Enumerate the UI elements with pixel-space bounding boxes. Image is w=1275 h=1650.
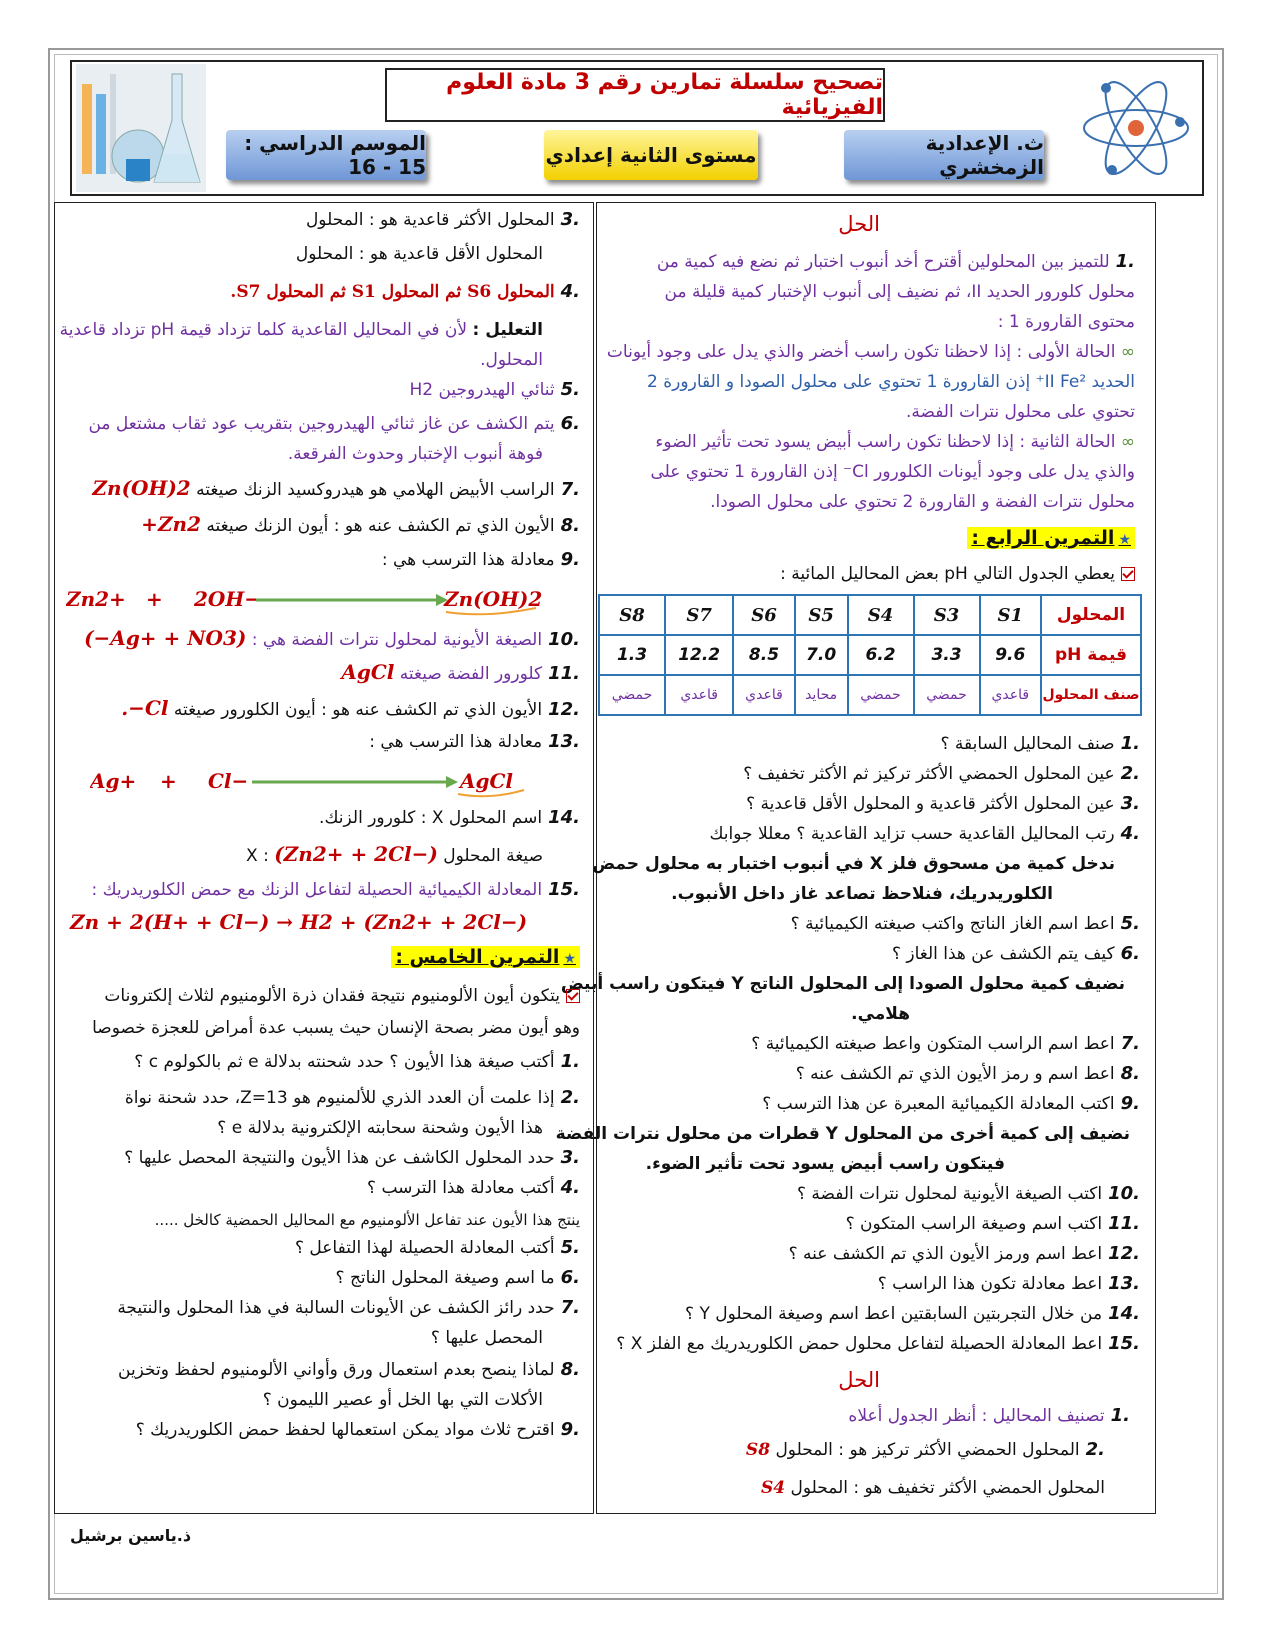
table-cell: 9.6 xyxy=(980,635,1041,675)
ex5-question-4: .4أكتب معادلة هذا الترسب ؟ xyxy=(367,1177,580,1198)
level-badge: مستوى الثانية إعدادي xyxy=(544,130,758,180)
context-3-line-2: فيتكون راسب أبيض يسود تحت تأثير الضوء. xyxy=(645,1154,1005,1174)
case-2-line-1: ∞ الحالة الثانية : إذا لاحظنا تكون راسب أبيض يسود تحت تأثير الضوء xyxy=(655,432,1135,452)
context-1-line-2: الكلوريدريك، فنلاحظ تصاعد غاز داخل الأنبوب. xyxy=(671,884,1053,904)
header xyxy=(70,60,1204,196)
question-12: .12اعط اسم ورمز الأيون الذي تم الكشف عنه ؟ xyxy=(788,1243,1140,1264)
table-cell: 8.5 xyxy=(733,635,794,675)
answer-13: .13معادلة هذا الترسب هي : xyxy=(369,731,580,752)
case-2-line-2: والذي يدل على وجود أيونات الكلورور Cl⁻ إذن القارورة 1 تحتوي على xyxy=(650,462,1135,482)
table-cell: قاعدي xyxy=(980,675,1041,715)
answer-1-line-2: محلول كلورور الحديد II، ثم نضيف إلى أنبوب الإختبار كمية قليلة من xyxy=(664,282,1135,302)
atom-icon xyxy=(1076,66,1196,190)
ph-table xyxy=(598,594,1142,716)
table-row-head: صنف المحلول xyxy=(1041,675,1141,715)
ex5-question-1: .1أكتب صيغة هذا الأيون ؟ حدد شحنته بدلالة e ثم بالكولوم c ؟ xyxy=(134,1051,580,1072)
answer-11: .11كلورور الفضة صيغته AgCl xyxy=(341,660,580,684)
answer-15: .15المعادلة الكيميائية الحصيلة لتفاعل الزنك مع حمض الكلوريدريك : xyxy=(91,879,580,900)
question-5: .5اعط اسم الغاز الناتج واكتب صيغته الكيميائية ؟ xyxy=(790,913,1140,934)
answer-1-line-3: محتوى القارورة 1 : xyxy=(997,312,1135,332)
checkbox-icon xyxy=(1121,567,1135,581)
equation-1-product: Zn(OH)2 xyxy=(444,587,543,611)
school-badge: ث. الإعدادية الزمخشري xyxy=(844,130,1044,180)
solution-answer-1: .1تصنيف المحاليل : أنظر الجدول أعلاه xyxy=(848,1405,1130,1426)
equation-2 xyxy=(90,762,550,802)
answer-6-line-1: .6يتم الكشف عن غاز ثنائي الهيدروجين بتقريب عود ثقاب مشتعل من xyxy=(88,413,580,434)
solution-heading: الحل xyxy=(838,212,880,236)
equation-3: Zn + 2(H+ + Cl−) → H2 + (Zn2+ + 2Cl−) xyxy=(70,910,528,934)
ex5-question-3: .3حدد المحلول الكاشف عن هذا الأيون والنتيجة المحصل عليها ؟ xyxy=(124,1147,580,1168)
table-cell: 6.2 xyxy=(848,635,914,675)
question-13: .13اعط معادلة تكون هذا الراسب ؟ xyxy=(877,1273,1140,1294)
ex5-question-7-line-2: المحصل عليها ؟ xyxy=(430,1328,543,1348)
answer-14a: .14اسم المحلول X : كلورور الزنك. xyxy=(319,807,580,828)
equation-2-product: AgCl xyxy=(460,769,514,793)
equation-2-term-1: Ag+ xyxy=(90,769,137,793)
ex5-question-6: .6ما اسم وصيغة المحلول الناتج ؟ xyxy=(335,1267,580,1288)
equation-2-term-2: Cl− xyxy=(208,769,249,793)
question-2: .2عين المحلول الحمضي الأكثر تركيز ثم الأكثر تخفيف ؟ xyxy=(743,763,1140,784)
question-1: .1صنف المحاليل السابقة ؟ xyxy=(940,733,1140,754)
context-3-line-1: نضيف إلى كمية أخرى من المحلول Y قطرات من محلول نترات الفضة xyxy=(555,1124,1130,1144)
solution-answer-2a: .2المحلول الحمضي الأكثر تركيز هو : المحلول S8 xyxy=(745,1439,1105,1460)
solution-answer-2b: المحلول الحمضي الأكثر تخفيف هو : المحلول S4 xyxy=(760,1478,1105,1498)
ex5-question-2-line-1: .2إذا علمت أن العدد الذري للألمنيوم هو Z=13، حدد شحنة نواة xyxy=(124,1087,580,1108)
equation-1-term-1: Zn2+ xyxy=(66,587,126,611)
question-15: .15اعط المعادلة الحصيلة لتفاعل محلول حمض الكلوريدريك مع الفلز X ؟ xyxy=(616,1333,1140,1354)
reasoning-line-1: التعليل : لأن في المحاليل القاعدية كلما تزداد قيمة pH تزداد قاعدية xyxy=(59,320,543,340)
lab-glassware-image xyxy=(76,64,206,192)
equation-2-plus: + xyxy=(160,769,177,793)
question-11: .11اكتب اسم وصيغة الراسب المتكون ؟ xyxy=(845,1213,1140,1234)
exercise-5-title: ★التمرين الخامس : xyxy=(391,946,580,968)
equation-1 xyxy=(66,578,566,618)
ex5-question-5: .5أكتب المعادلة الحصيلة لهذا التفاعل ؟ xyxy=(294,1237,580,1258)
answer-14b: صيغة المحلول X : (Zn2+ + 2Cl−) xyxy=(246,842,543,866)
ex5-question-2-line-2: هذا الأيون وشحنة سحابته الإلكترونية بدلالة e ؟ xyxy=(217,1118,543,1138)
answer-6-line-2: فوهة أنبوب الإختبار وحدوث الفرقعة. xyxy=(287,444,543,464)
table-cell: S5 xyxy=(795,595,848,635)
answer-4: .4المحلول S6 ثم المحلول S1 ثم المحلول S7. xyxy=(230,281,580,302)
author-signature: ذ.ياسين برشيل xyxy=(70,1526,192,1545)
table-cell: S7 xyxy=(665,595,733,635)
season-badge: الموسم الدراسي : 15 - 16 xyxy=(226,130,426,180)
table-cell: حمضي xyxy=(914,675,980,715)
checkbox-icon xyxy=(566,989,580,1003)
question-7: .7اعط اسم الراسب المتكون واعط صيغته الكيميائية ؟ xyxy=(751,1033,1140,1054)
table-cell: S4 xyxy=(848,595,914,635)
question-10: .10اكتب الصيغة الأيونية لمحلول نترات الفضة ؟ xyxy=(796,1183,1140,1204)
table-cell: S8 xyxy=(599,595,665,635)
answer-3b: المحلول الأقل قاعدية هو : المحلول xyxy=(295,244,543,264)
page-title: تصحيح سلسلة تمارين رقم 3 مادة العلوم الفيزيائية xyxy=(385,68,885,122)
table-row-head: المحلول xyxy=(1041,595,1141,635)
case-1-line-1: ∞ الحالة الأولى : إذا لاحظنا تكون راسب أخضر والذي يدل على وجود أيونات xyxy=(606,342,1135,362)
table-cell: S6 xyxy=(733,595,794,635)
equation-1-plus: + xyxy=(146,587,163,611)
question-14: .14من خلال التجربتين السابقتين اعط اسم وصيغة المحلول Y ؟ xyxy=(685,1303,1140,1324)
exercise-4-intro: يعطي الجدول التالي pH بعض المحاليل المائية : xyxy=(780,562,1135,586)
solution-heading-2: الحل xyxy=(838,1368,880,1392)
answer-3a: .3المحلول الأكثر قاعدية هو : المحلول xyxy=(305,209,580,230)
case-1-line-3: تحتوي على محلول نترات الفضة. xyxy=(905,402,1135,422)
table-cell: 7.0 xyxy=(795,635,848,675)
table-cell: 1.3 xyxy=(599,635,665,675)
table-row-head: قيمة pH xyxy=(1041,635,1141,675)
reasoning-line-2: المحلول. xyxy=(480,350,543,370)
table-cell: 12.2 xyxy=(665,635,733,675)
context-2-line-2: هلامي. xyxy=(851,1004,910,1024)
question-3: .3عين المحلول الأكثر قاعدية و المحلول الأقل قاعدية ؟ xyxy=(746,793,1140,814)
ex5-question-9: .9اقترح ثلاث مواد يمكن استعمالها لحفظ حمض الكلوريدريك ؟ xyxy=(135,1419,580,1440)
answer-5: .5ثنائي الهيدروجين H2 xyxy=(409,379,580,400)
ex5-question-7-line-1: .7حدد رائز الكشف عن الأيونات السالبة في هذا المحلول والنتيجة xyxy=(117,1297,580,1318)
ex5-question-8-line-1: .8لماذا ينصح بعدم استعمال ورق وأواني الألومنيوم لحفظ وتخزين xyxy=(118,1359,580,1380)
answer-7: .7الراسب الأبيض الهلامي هو هيدروكسيد الزنك صيغته Zn(OH)2 xyxy=(92,476,580,500)
table-cell: حمضي xyxy=(848,675,914,715)
ex5-context: ينتج هذا الأيون عند تفاعل الألومنيوم مع المحاليل الحمضية كالخل ..... xyxy=(154,1211,580,1229)
exercise-4-title: ★التمرين الرابع : xyxy=(967,527,1135,549)
table-cell: قاعدي xyxy=(665,675,733,715)
table-cell: قاعدي xyxy=(733,675,794,715)
answer-10: .10الصيغة الأيونية لمحلول نترات الفضة هي : (Ag+ + NO3−) xyxy=(84,626,580,650)
table-cell: حمضي xyxy=(599,675,665,715)
ex5-question-8-line-2: الأكلات التي بها الخل أو عصير الليمون ؟ xyxy=(262,1390,543,1410)
equation-1-term-2: 2OH− xyxy=(194,587,261,611)
case-1-line-2: الحديد II Fe²⁺ إذن القارورة 1 تحتوي على محلول الصودا و القارورة 2 xyxy=(647,372,1135,392)
question-4: .4رتب المحاليل القاعدية حسب تزايد القاعدية ؟ معللا جوابك xyxy=(709,823,1140,844)
context-2-line-1: نضيف كمية محلول الصودا إلى المحلول الناتج Y فيتكون راسب أبيض xyxy=(560,974,1125,994)
table-cell: محايد xyxy=(795,675,848,715)
table-cell: S1 xyxy=(980,595,1041,635)
question-8: .8اعط اسم و رمز الأيون الذي تم الكشف عنه ؟ xyxy=(795,1063,1140,1084)
question-6: .6كيف يتم الكشف عن هذا الغاز ؟ xyxy=(891,943,1140,964)
exercise-5-intro-2: وهو أيون مضر بصحة الإنسان حيث يسبب عدة أمراض للعجزة خصوصا xyxy=(92,1018,580,1038)
table-cell: 3.3 xyxy=(914,635,980,675)
answer-1-line-1: .1للتميز بين المحلولين أقترح أخد أنبوب اختبار ثم نضع فيه كمية من xyxy=(656,251,1135,272)
answer-9: .9معادلة هذا الترسب هي : xyxy=(381,549,580,570)
answer-12: .12الأيون الذي تم الكشف عنه هو : أيون الكلورور صيغته Cl−. xyxy=(121,696,580,720)
question-9: .9اكتب المعادلة الكيميائية المعبرة عن هذا الترسب ؟ xyxy=(762,1093,1140,1114)
answer-8: .8الأيون الذي تم الكشف عنه هو : أيون الزنك صيغته Zn2+ xyxy=(141,512,580,536)
exercise-5-intro-1: يتكون أيون الألومنيوم نتيجة فقدان ذرة الألومنيوم لثلاث إلكترونات xyxy=(104,984,580,1008)
table-cell: S3 xyxy=(914,595,980,635)
case-2-line-3: محلول نترات الفضة و القارورة 2 تحتوي على محلول الصودا. xyxy=(710,492,1135,512)
context-1-line-1: ندخل كمية من مسحوق فلز X في أنبوب اختبار به محلول حمض xyxy=(592,854,1115,874)
